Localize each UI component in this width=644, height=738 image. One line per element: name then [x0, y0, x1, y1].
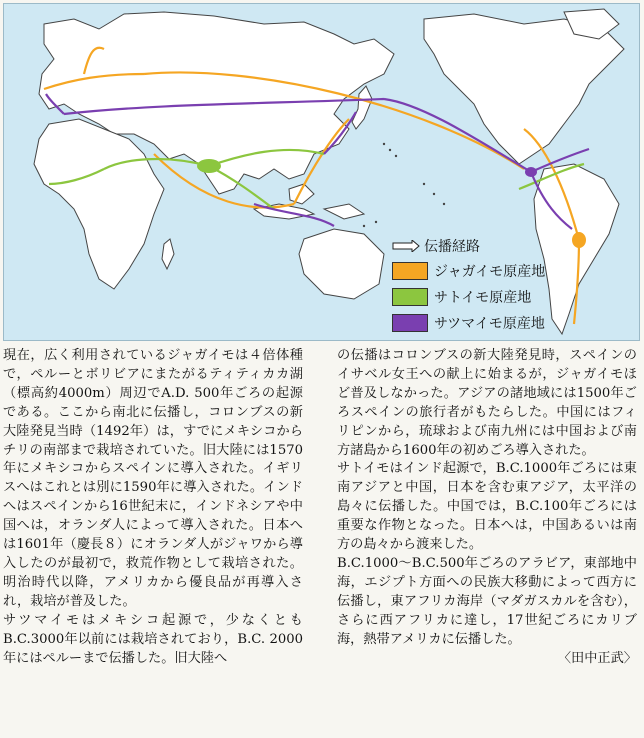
- taro-swatch: [392, 288, 428, 306]
- text-column-right: [337, 347, 637, 668]
- author-credit: 〈田中正武〉: [557, 650, 637, 666]
- legend-title-row: [392, 236, 592, 256]
- legend-item-sweet-potato: [392, 312, 592, 334]
- legend-item-taro: [392, 286, 592, 308]
- sweet-potato-swatch: [392, 314, 428, 332]
- legend-label-sweet-potato: サツマイモ原産地: [434, 316, 545, 332]
- potato-swatch: [392, 262, 428, 280]
- text-column-left: [3, 347, 303, 668]
- legend-label-taro: サトイモ原産地: [434, 290, 532, 306]
- pacific-islands: [363, 143, 445, 227]
- new-guinea-land: [324, 204, 364, 219]
- paragraph-taro-migration: B.C.1000～B.C.500年ごろのアラビア，東部地中海，エジプト方面への民族大移動によって西方に伝播し，東アフリカ海岸（マダガスカルを含む），さらに西アフリカに達し，17世紀ごろにカリブ海，熱帯アメリカに伝播した。: [337, 555, 637, 647]
- paragraph-potato: 現在，広く利用されているジャガイモは４倍体種で，ペルーとボリビアにまたがるティティカカ湖（標高約4000m）周辺でA.D. 500年ごろの起源である。ここから南北に伝播し，コロンブスの新大陸発見当時（1492年）は，すでにメキシコからチリの南部まで栽培されていた。旧大陸には1570年にメキシコからスペインに導入された。イギリスへはこれとは別に1590年に導入された。インドへはスペインから16世紀末に，インドネシアや中国へは，オランダ人によって導入された。日本へは1601年（慶長８）にオランダ人がジャワから導入したのが最初で，救荒作物として栽培された。明治時代以降，アメリカから優良品が再導入され，栽培が普及した。: [3, 348, 303, 609]
- map-legend: [392, 236, 592, 338]
- paragraph-sweet-potato-cont: の伝播はコロンブスの新大陸発見時，スペインのイサベル女王への献上に始まるが，ジャガイモほど普及しなかった。アジアの諸地域には1500年ごろスペインの旅行者がもたらした。中国にはフィリピンから，琉球および南九州には中国および南方諸島から1600年の初めごろ導入された。: [337, 348, 637, 458]
- borneo-land: [289, 184, 314, 204]
- japan-land: [352, 86, 372, 129]
- legend-label-potato: ジャガイモ原産地: [434, 264, 546, 280]
- route-arrow-icon: [392, 240, 420, 252]
- australia-land: [299, 229, 384, 299]
- legend-item-potato: [392, 260, 592, 282]
- paragraph-taro: サトイモはインド起源で，B.C.1000年ごろには東南アジアと中国，日本を含む東アジア，太平洋の島々に伝播した。中国では，B.C.100年ごろには重要な作物となった。日本へは，中国あるいは南方の島々から渡来した。: [337, 461, 637, 553]
- madagascar-land: [162, 239, 174, 269]
- legend-title: 伝播経路: [424, 239, 480, 255]
- paragraph-sweet-potato-start: サツマイモはメキシコ起源で，少なくともB.C.3000年以前には栽培されており，B.C. 2000年にはペルーまで伝播した。旧大陸へ: [3, 612, 303, 666]
- africa-land: [34, 119, 164, 289]
- world-map: [3, 3, 640, 341]
